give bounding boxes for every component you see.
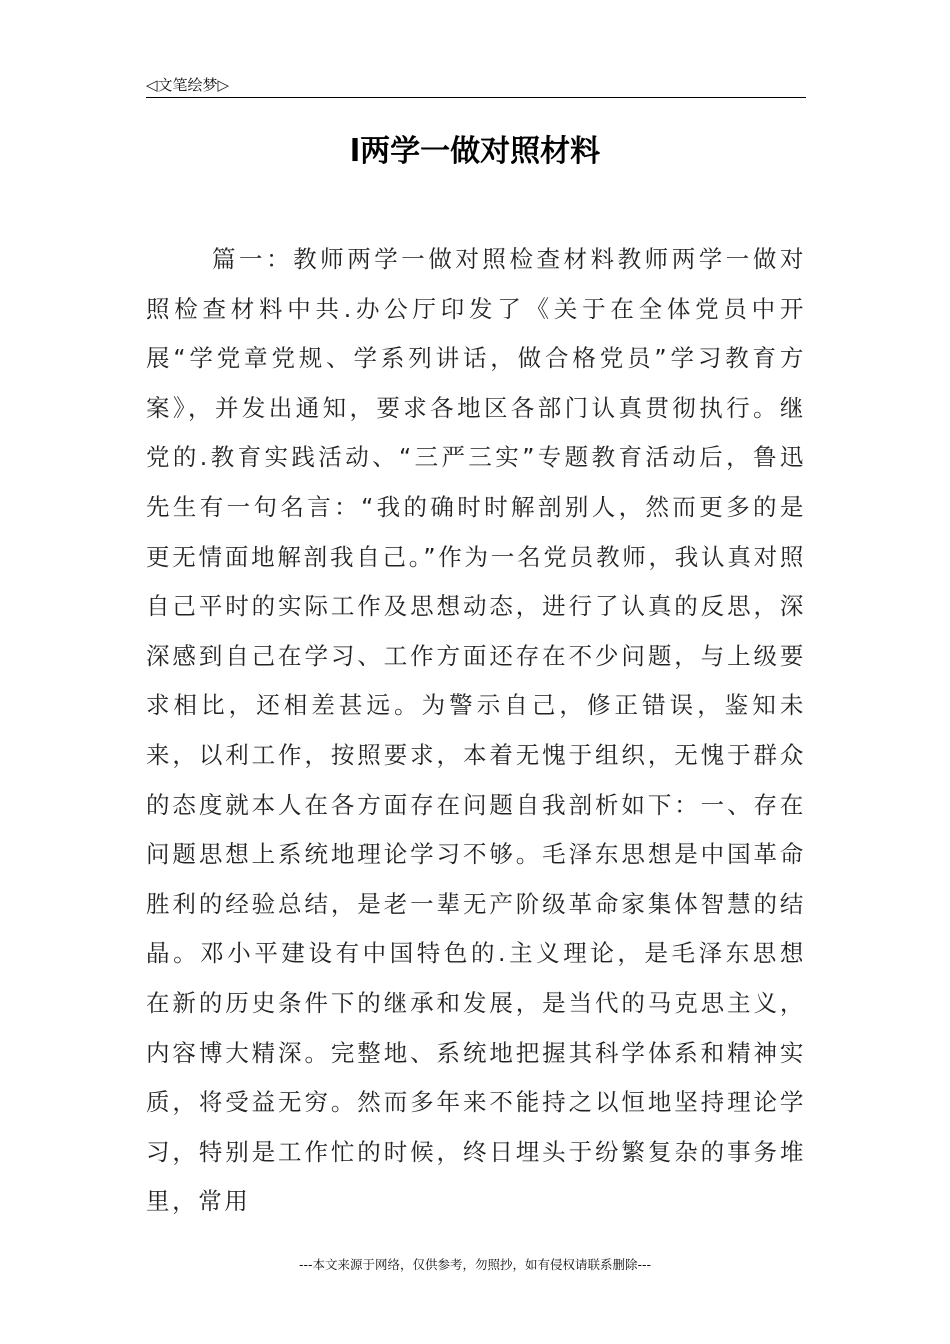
page-footer: ---本文来源于网络，仅供参考，勿照抄，如有侵权请联系删除---	[298, 1257, 652, 1272]
page-header: ◁文笔绘梦▷	[146, 76, 230, 94]
document-body: 篇一：教师两学一做对照检查材料教师两学一做对照检查材料中共.办公厅印发了《关于在全体党员中开展“学党章党规、学系列讲话，做合格党员”学习教育方案》，并发出通知，要求各地区各部门认真贯彻执行。继党的.教育实践活动、“三严三实”专题教育活动后，鲁迅先生有一句名言：“我的确时时解剖别人，然而更多的是更无情面地解剖我自己。”作为一名党员教师，我认真对照自己平时的实际工作及思想动态，进行了认真的反思，深深感到自己在学习、工作方面还存在不少问题，与上级要求相比，还相差甚远。为警示自己，修正错误，鉴知未来，以利工作，按照要求，本着无愧于组织，无愧于群众的态度就本人在各方面存在问题自我剖析如下：一、存在问题思想上系统地理论学习不够。毛泽东思想是中国革命胜利的经验总结，是老一辈无产阶级革命家集体智慧的结晶。邓小平建设有中国特色的.主义理论，是毛泽东思想在新的历史条件下的继承和发展，是当代的马克思主义，内容博大精深。完整地、系统地把握其科学体系和精神实质，将受益无穷。然而多年来不能持之以恒地坚持理论学习，特别是工作忙的时候，终日埋头于纷繁复杂的事务堆里，常用	[146, 245, 806, 1216]
header-divider	[146, 97, 806, 98]
document-title: l两学一做对照材料	[349, 134, 601, 169]
